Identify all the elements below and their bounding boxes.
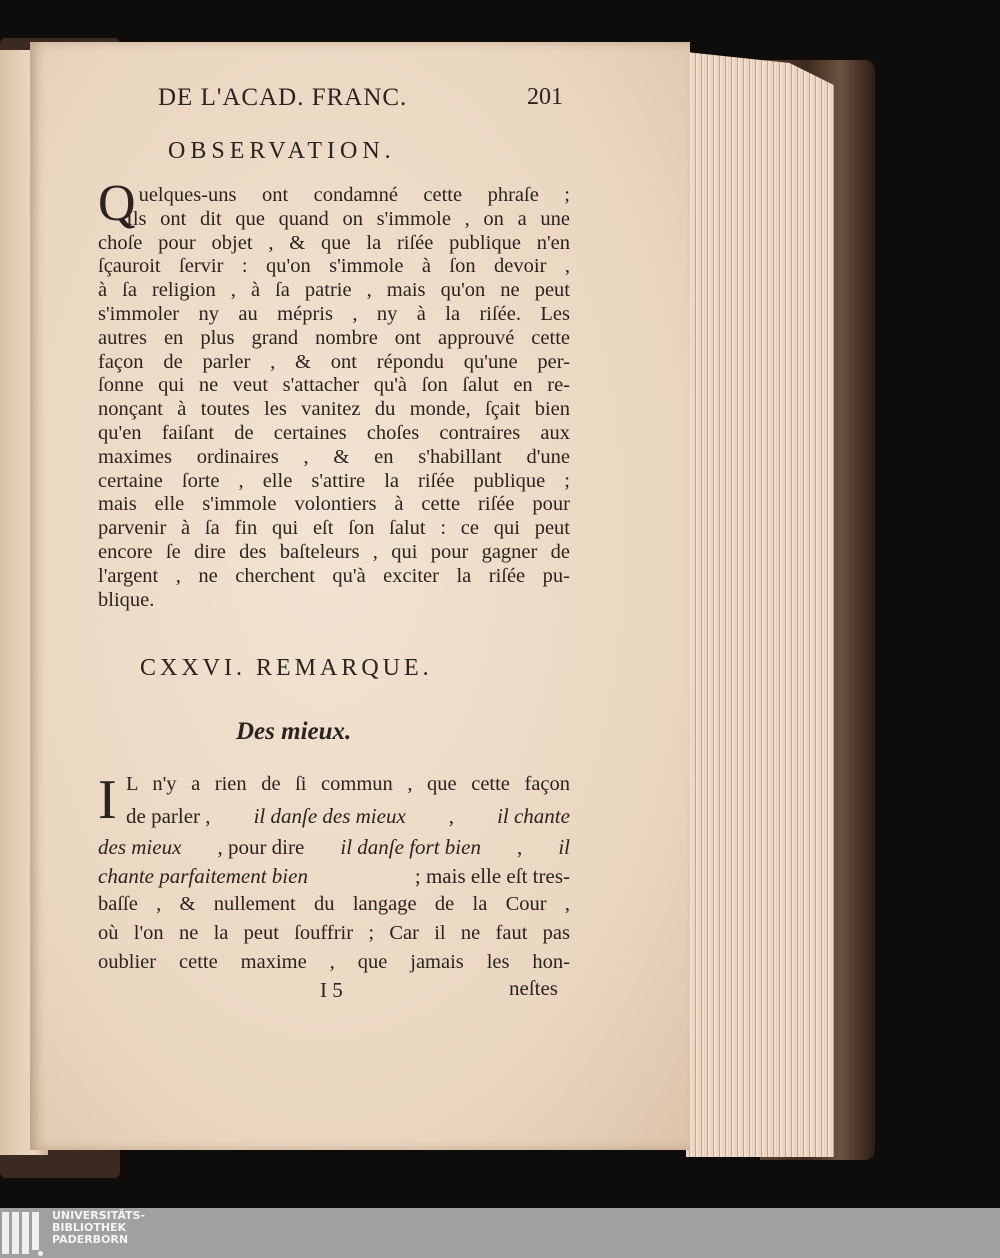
text-segment: de parler , [126,804,211,828]
library-name: UNIVERSITÄTS- BIBLIOTHEK PADERBORN [52,1209,146,1246]
text-line: s'immoler ny au mépris , ny à la riſée. Les [98,303,570,325]
text-line: façon de parler , & ont répondu qu'une per- [98,350,570,373]
text-line: l'argent , ne cherchent qu'à exciter la riſée pu- [98,564,570,587]
text-line [98,835,570,860]
text-line [98,864,570,889]
italic-segment: il danſe fort bien [340,835,481,859]
library-footer-bar [0,1208,1000,1258]
text-segment: , [517,835,523,859]
text-segment: , pour dire [217,835,305,859]
catchword: neſtes [509,976,558,1000]
text-line: à ſa religion , à ſa patrie , mais qu'on ne peut [98,279,570,302]
italic-segment: chante parfaitement bien [98,864,308,888]
italic-segment: des mieux [98,835,182,859]
observation-heading: OBSERVATION. [168,138,396,164]
text-line: mais elle s'immole volontiers à cette riſée pour [98,493,570,516]
text-line: parvenir à ſa fin qui eſt ſon ſalut : ce qui peut [98,517,570,540]
text-line: encore ſe dire des baſteleurs , qui pour gagner de [98,541,570,563]
signature-mark: I 5 [320,978,343,1002]
text-line: oublier cette maxime , que jamais les hon- [98,951,570,973]
text-line: Quelques-uns ont condamné cette phraſe ; [98,175,570,232]
italic-segment: il [558,835,570,859]
remarque-heading: CXXVI. REMARQUE. [140,655,433,681]
italic-segment: il chante [497,804,570,828]
text-line: ſonne qui ne veut s'attacher qu'à ſon ſalut en re- [98,374,570,397]
text-line: ſçauroit ſervir : qu'on s'immole à ſon devoir , [98,255,570,278]
text-line: nonçant à toutes les vanitez du monde, ſçait bien [98,398,570,421]
text-line: qu'en faiſant de certaines choſes contraires aux [98,422,570,444]
text-line: L n'y a rien de ſi commun , que cette façon [126,773,570,795]
text-line: où l'on ne la peut ſouffrir ; Car il ne faut pas [98,922,570,944]
page-edges [686,52,834,1157]
page-number: 201 [527,84,563,110]
italic-segment: il danſe des mieux [253,804,406,828]
drop-cap: I [98,769,117,831]
text-line: choſe pour objet , & que la riſée publique n'en [98,231,570,254]
text-line: blique. [98,588,155,611]
text-line: autres en plus grand nombre ont approuvé cette [98,326,570,349]
remarque-subtitle: Des mieux. [236,718,352,745]
running-title: DE L'ACAD. FRANC. [158,84,408,111]
text-line: certaine ſorte , elle s'attire la riſée publique ; [98,469,570,492]
text-line: Ils ont dit que quand on s'immole , on a une [126,207,570,230]
text-segment: ; mais elle eſt tres- [414,864,570,888]
text-line [126,804,570,829]
text-segment: , [448,804,455,828]
text-line: maximes ordinaires , & en s'habillant d'une [98,445,570,468]
text-line: baſſe , & nullement du langage de la Cour , [98,893,570,915]
